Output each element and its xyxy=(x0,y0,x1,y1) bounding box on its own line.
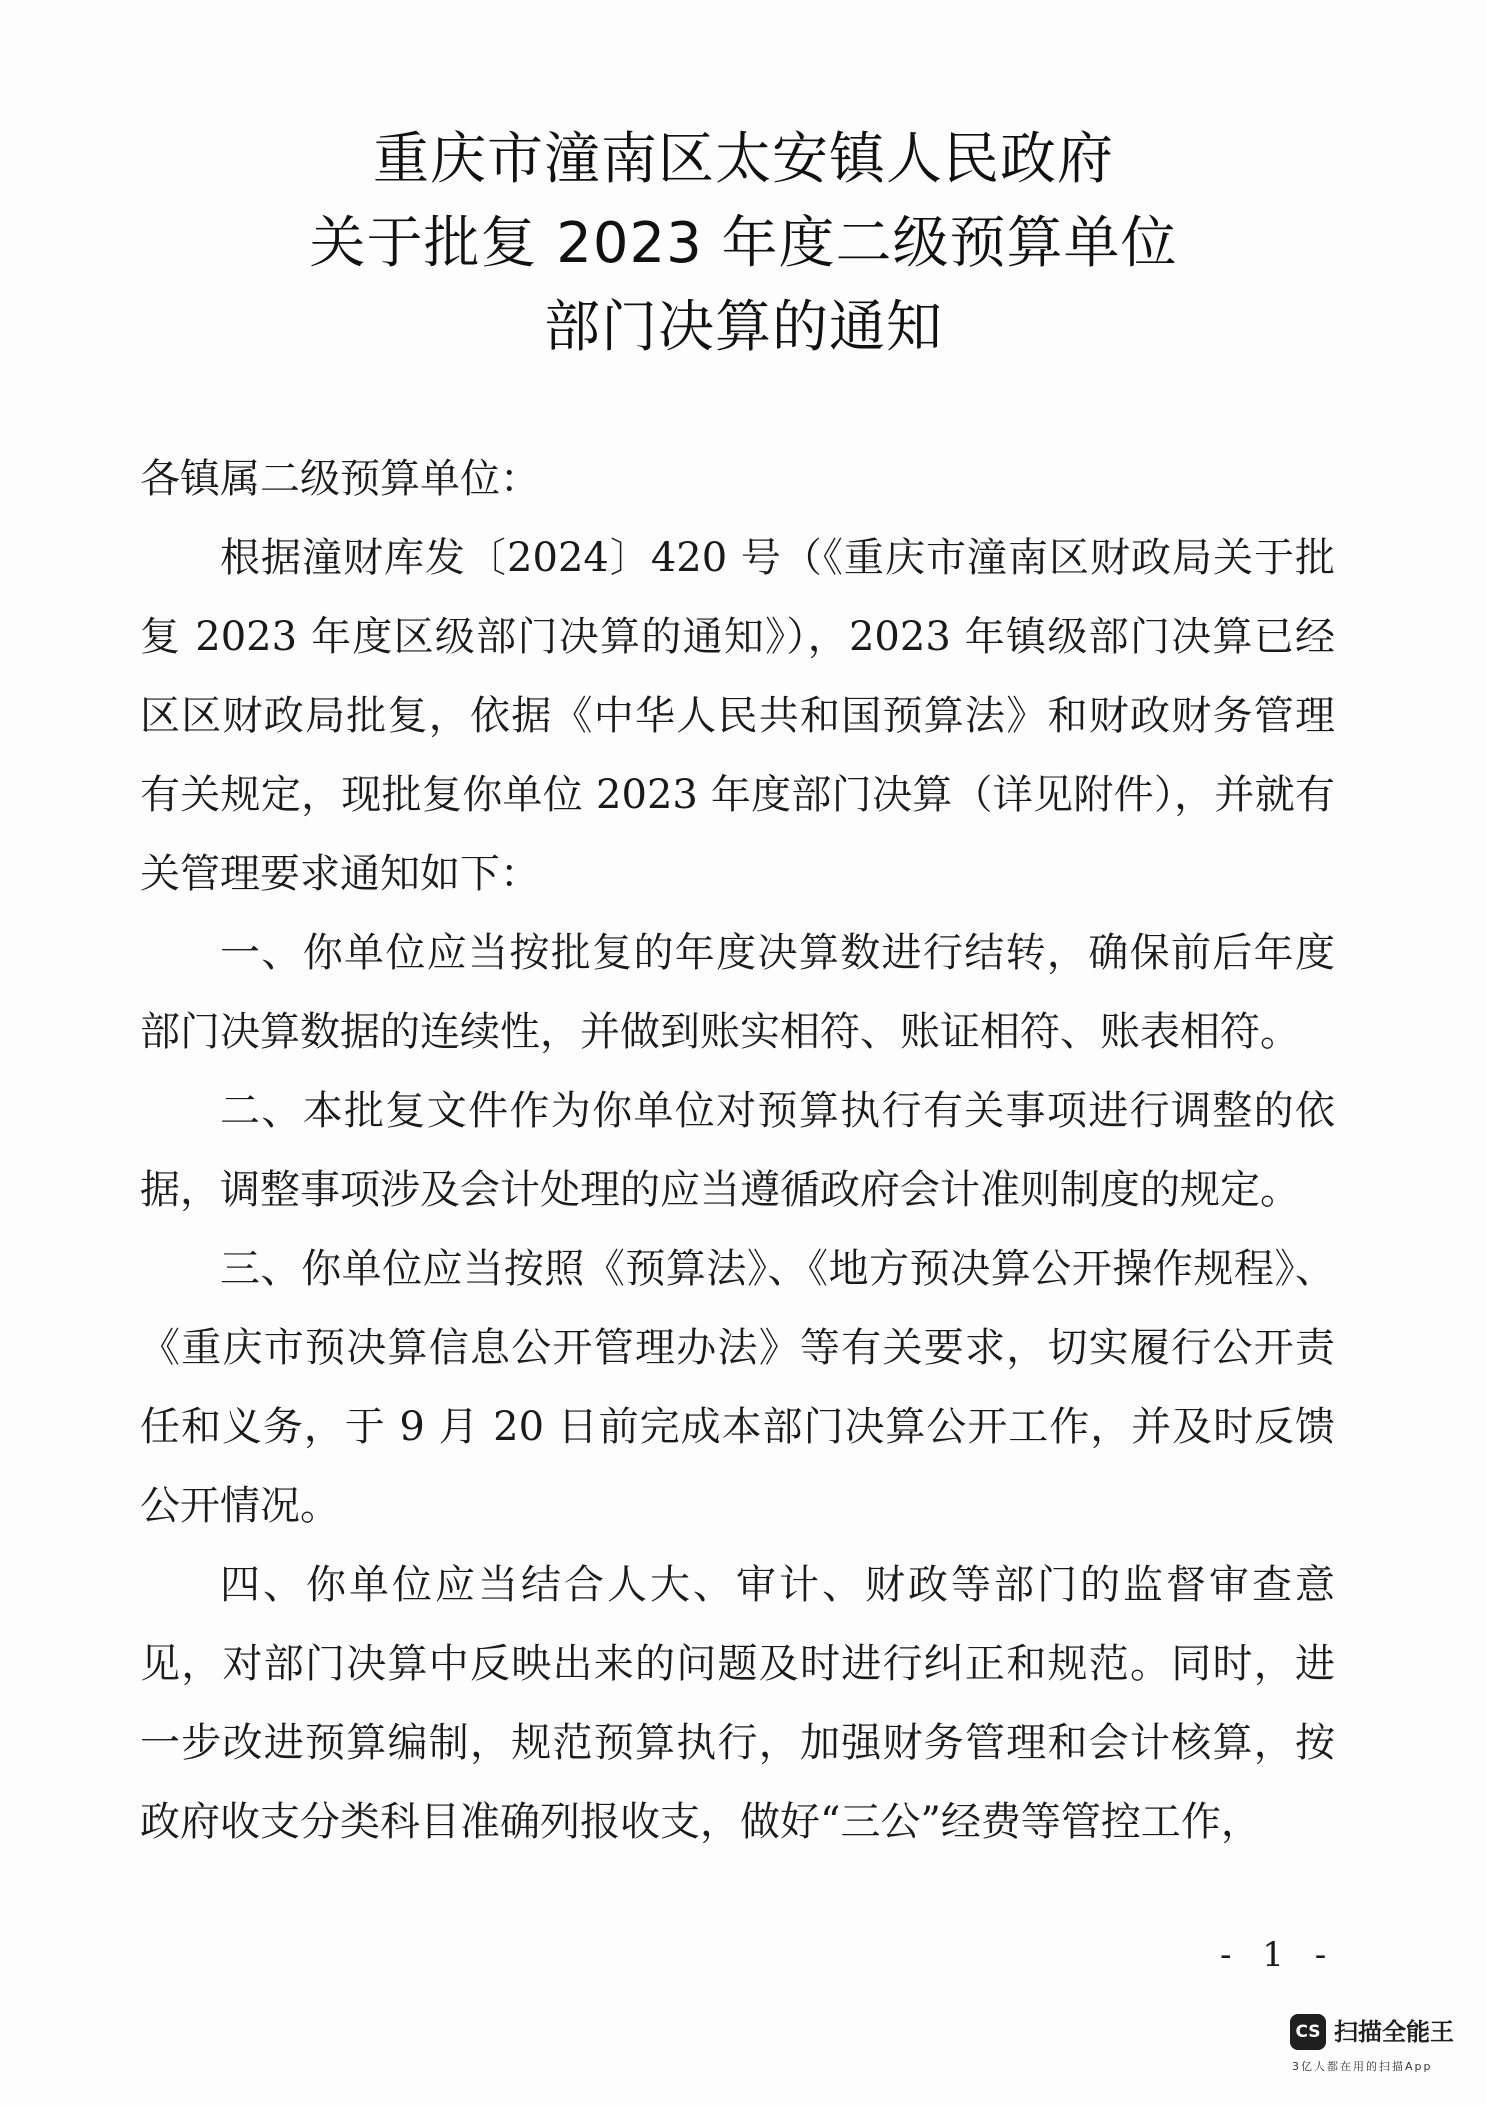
scanner-watermark xyxy=(1290,2012,1470,2092)
camscanner-logo-icon: CS xyxy=(1290,2014,1326,2050)
title-line-3: 部门决算的通知 xyxy=(544,295,943,360)
paragraph-intro: 根据潼财库发〔2024〕420 号（《重庆市潼南区财政局关于批复 2023 年度区级部门决算的通知》），2023 年镇级部门决算已经区区财政局批复，依据《中华人民共和国预算法》和财政财务管理有关规定，现批复你单位 2023 年度部门决算（详见附件），并就有关管理要求通知如下： xyxy=(140,535,1335,897)
watermark-tagline: 3亿人都在用的扫描App xyxy=(1292,2060,1433,2073)
page-number: - 1 - xyxy=(1220,1935,1337,1975)
document-body xyxy=(140,440,1335,1862)
paragraph-item-4: 四、你单位应当结合人大、审计、财政等部门的监督审查意见，对部门决算中反映出来的问题及时进行纠正和规范。同时，进一步改进预算编制，规范预算执行，加强财务管理和会计核算，按政府收支分类科目准确列报收支，做好“三公”经费等管控工作， xyxy=(140,1562,1335,1845)
watermark-app-name: 扫描全能王 xyxy=(1334,2018,1454,2046)
paragraph-item-3: 三、你单位应当按照《预算法》、《地方预决算公开操作规程》、《重庆市预决算信息公开管理办法》等有关要求，切实履行公开责任和义务，于 9 月 20 日前完成本部门决算公开工作，并及时反馈公开情况。 xyxy=(140,1246,1335,1529)
title-line-2: 关于批复 2023 年度二级预算单位 xyxy=(309,211,1178,276)
paragraph-item-1: 一、你单位应当按批复的年度决算数进行结转，确保前后年度部门决算数据的连续性，并做到账实相符、账证相符、账表相符。 xyxy=(140,930,1335,1055)
paragraph-item-2: 二、本批复文件作为你单位对预算执行有关事项进行调整的依据，调整事项涉及会计处理的应当遵循政府会计准则制度的规定。 xyxy=(140,1088,1335,1213)
title-line-1: 重庆市潼南区太安镇人民政府 xyxy=(373,127,1114,192)
document-title xyxy=(0,118,1487,370)
salutation: 各镇属二级预算单位： xyxy=(140,456,540,502)
